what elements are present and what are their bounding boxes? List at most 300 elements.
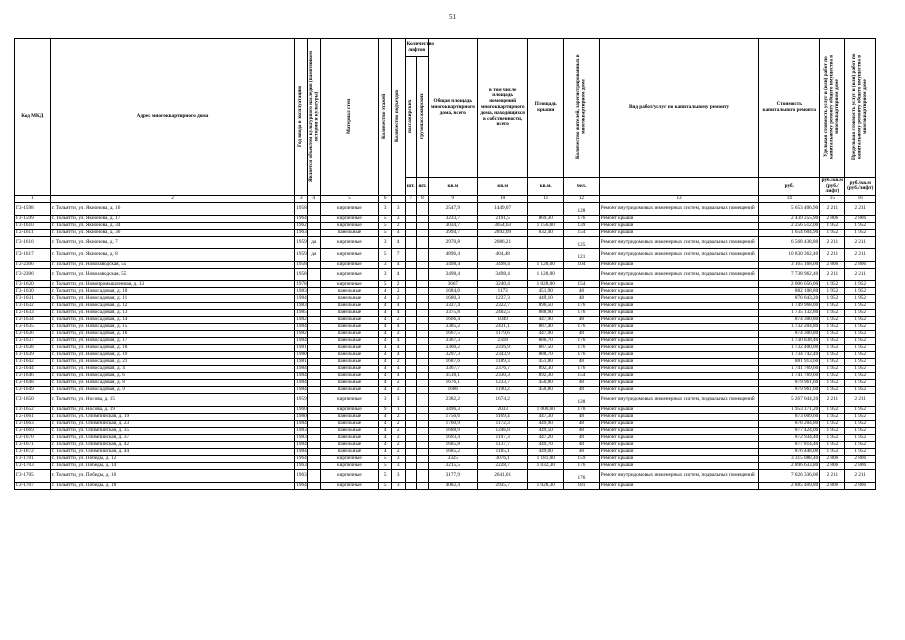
cell-lc	[417, 434, 429, 441]
cell-ap: 2033	[477, 406, 527, 413]
cell-mc: 1 952	[845, 323, 876, 330]
cell-at: 2382,2	[428, 394, 477, 407]
cell-at: 3994,7	[428, 229, 477, 236]
cell-fl: 9	[379, 406, 392, 413]
cell-code: Г2-1652	[15, 406, 51, 413]
cell-lp	[405, 420, 417, 427]
cell-lc	[417, 323, 429, 330]
cell-mc: 1 952	[845, 302, 876, 309]
cell-cost: 2 885 409,80	[759, 482, 820, 489]
cell-ra: 447,30	[528, 413, 564, 420]
cell-sc: 1 952	[820, 387, 845, 394]
cell-code: Г2-1670	[15, 434, 51, 441]
cell-her	[307, 358, 320, 365]
cell-res: 176	[564, 365, 600, 372]
cell-ra	[528, 236, 564, 249]
cell-at: 1760,9	[428, 420, 477, 427]
cell-addr: г. Тольятти, ул. Якионова, д. 8	[50, 249, 295, 262]
cell-at: 4896,4	[428, 249, 477, 262]
cell-at: 1685,8	[428, 441, 477, 448]
cell-ap: 1674,2	[477, 394, 527, 407]
cell-at: 1680,3	[428, 295, 477, 302]
cell-fl: 4	[379, 441, 392, 448]
unit-area-private: кв.м	[477, 177, 527, 195]
cell-en: 2	[391, 380, 405, 387]
cell-ra: 1 032,30	[528, 463, 564, 470]
cell-year: 1964	[296, 481, 307, 488]
cell-sc: 1 952	[820, 309, 845, 316]
cell-cost: 1 734 742,40	[759, 351, 820, 358]
cell-en: 2	[391, 222, 405, 229]
cell-mc: 1 952	[845, 387, 876, 394]
cell-year: 1964	[296, 214, 307, 221]
cell-en: 2	[391, 387, 405, 394]
cell-code: Г2-1636	[15, 330, 51, 337]
cell-year: 1981	[296, 358, 307, 365]
cell-mat: панельные	[320, 295, 379, 302]
cell-ap: 1449,07	[477, 203, 527, 216]
cell-fl: 4	[379, 427, 392, 434]
cell-cost: 1 732 400,00	[759, 344, 820, 351]
cell-work: Ремонт крыши	[599, 420, 759, 427]
cell-her	[307, 323, 320, 330]
cell-year: 1960	[296, 405, 307, 412]
cell-her	[307, 448, 320, 455]
cell-cost: 1 953 171,20	[759, 406, 820, 413]
cell-code: Г2-1611	[15, 229, 51, 236]
cell-her	[307, 295, 320, 302]
cell-lc	[417, 380, 429, 387]
cell-ra: 892,30	[528, 365, 564, 372]
cell-res: 48	[564, 441, 600, 448]
cell-mc: 1 952	[845, 295, 876, 302]
cell-fl: 5	[379, 249, 392, 262]
cell-ap: 2318	[477, 337, 527, 344]
cell-year: 1959	[295, 394, 308, 407]
cell-her	[307, 344, 320, 351]
cell-addr: г. Тольятти, ул. Новосадовая, д. 17	[50, 337, 295, 344]
cell-work: Ремонт крыши	[599, 441, 759, 448]
cell-cost: 1 730 838,40	[759, 337, 820, 344]
cell-code: Г2-1616	[15, 236, 51, 249]
cell-work: Ремонт крыши	[599, 406, 759, 413]
cell-year: 1984	[296, 294, 307, 301]
cell-mat: панельные	[320, 288, 379, 295]
table-row	[15, 434, 876, 441]
cell-at: 3177,9	[428, 470, 477, 483]
column-number: 6	[379, 196, 392, 203]
cell-addr: г. Тольятти, ул. Новосадовая, д. 10	[50, 288, 295, 295]
cell-her	[307, 302, 320, 309]
cell-at: 3496,3	[428, 406, 477, 413]
cell-ap: 1172,3	[477, 420, 527, 427]
cell-ra: 450,80	[528, 387, 564, 394]
cell-en: 2	[391, 358, 405, 365]
unit-work	[599, 177, 759, 195]
cell-mat: панельные	[320, 309, 379, 316]
cell-code: Г2-1649	[15, 387, 51, 394]
cell-mat: панельные	[320, 427, 379, 434]
cell-mat: кирпичные	[320, 281, 379, 288]
cell-code: Г2-1646	[15, 372, 51, 379]
cell-ap: 1190,2	[477, 387, 527, 394]
cell-her: да	[307, 236, 320, 249]
cell-ap: 404,48	[477, 249, 527, 262]
cell-year: 1981	[296, 343, 307, 350]
cell-at: 1686	[428, 387, 477, 394]
cell-mc: 2 211	[845, 394, 876, 407]
cell-code: Г2-1631	[15, 295, 51, 302]
table-row	[15, 268, 876, 281]
table-row	[15, 288, 876, 295]
cell-sc: 1 952	[820, 302, 845, 309]
cell-her	[307, 380, 320, 387]
cell-mc: 1 952	[845, 434, 876, 441]
cell-addr: г. Тольятти, ул. Якионова, д. 16	[50, 203, 295, 216]
cell-fl: 4	[379, 330, 392, 337]
cell-ra: 449,50	[528, 427, 564, 434]
cell-addr: г. Тольятти, ул. Носова, д. 19	[50, 406, 295, 413]
cell-her	[307, 309, 320, 316]
cell-sc: 1 952	[820, 222, 845, 229]
cell-code: Г2-1671	[15, 441, 51, 448]
cell-work: Ремонт внутридомовых инженерных систем, подвальных помещений	[599, 470, 759, 483]
cell-ap: 1233,7	[477, 380, 527, 387]
cell-code: Г2-1648	[15, 380, 51, 387]
cell-ap: 3240,4	[477, 281, 527, 288]
cell-ap: 3498,4	[477, 268, 527, 281]
cell-en: 3	[391, 394, 405, 407]
cell-mat: панельные	[320, 351, 379, 358]
cell-en: 4	[391, 323, 405, 330]
cell-en: 2	[391, 427, 405, 434]
cell-at: 2547,9	[428, 203, 477, 216]
cell-lp	[405, 441, 417, 448]
cell-her: да	[307, 249, 320, 262]
cell-fl: 4	[379, 434, 392, 441]
cell-fl: 5	[379, 482, 392, 489]
cell-at: 3385,2	[428, 323, 477, 330]
cell-addr: г. Тольятти, ул. Олимпийская, д. 35	[50, 427, 295, 434]
cell-cost: 3 165 168,00	[759, 261, 820, 268]
cell-lc	[417, 337, 429, 344]
cell-work: Ремонт крыши	[599, 455, 759, 462]
cell-code: Г2-1707	[15, 482, 51, 489]
cell-en: 2	[391, 288, 405, 295]
cell-ra: 447,90	[528, 316, 564, 323]
cell-ra	[528, 394, 564, 407]
cell-ra: 447,90	[528, 330, 564, 337]
table-row	[15, 463, 876, 470]
unit-residents: чел.	[564, 177, 600, 195]
cell-ap: 2228,7	[477, 463, 527, 470]
cell-code: Г2-2306	[15, 261, 51, 268]
cell-at: 3325	[428, 455, 477, 462]
cell-res: 48	[564, 295, 600, 302]
cell-fl: 4	[379, 380, 392, 387]
cell-work: Ремонт крыши	[599, 413, 759, 420]
cell-ra: 449,70	[528, 441, 564, 448]
cell-mat: панельные	[320, 434, 379, 441]
cell-sc: 1 952	[820, 380, 845, 387]
cell-ap: 1189,3	[477, 358, 527, 365]
cell-ra: 892,30	[528, 372, 564, 379]
cell-ra: 887,40	[528, 323, 564, 330]
cell-fl: 4	[379, 387, 392, 394]
cell-cost: 1 732 204,80	[759, 323, 820, 330]
table-row	[15, 337, 876, 344]
cell-cost: 876 643,20	[759, 295, 820, 302]
cell-mat: панельные	[320, 323, 379, 330]
cell-code: Г2-1630	[15, 288, 51, 295]
cell-year: 1964	[296, 455, 307, 462]
cell-sc: 1 952	[820, 295, 845, 302]
cell-res: 176	[564, 337, 600, 344]
cell-lp	[405, 222, 417, 229]
cell-cost: 3 315 088,40	[759, 455, 820, 462]
cell-at: 3297,3	[428, 351, 477, 358]
cell-year: 1984	[296, 322, 307, 329]
cell-year: 1983	[296, 426, 307, 433]
cell-her	[307, 394, 320, 407]
cell-year: 1983	[296, 287, 307, 294]
cell-addr: г. Тольятти, ул. Новосадовая, д. 21	[50, 358, 295, 365]
cell-cost: 878 204,80	[759, 420, 820, 427]
cell-fl: 4	[379, 302, 392, 309]
cell-ap: 1246,8	[477, 427, 527, 434]
cell-code: Г2-1637	[15, 337, 51, 344]
cell-at: 1676,1	[428, 380, 477, 387]
cell-mc: 1 952	[845, 380, 876, 387]
cell-lc	[417, 482, 429, 489]
cell-her	[307, 365, 320, 372]
cell-mc: 1 952	[845, 427, 876, 434]
table-row	[15, 249, 876, 262]
cell-mat: кирпичные	[320, 249, 379, 262]
cell-addr: г. Тольятти, ул. Носова, д. 15	[50, 394, 295, 407]
cell-year: 1962	[296, 221, 307, 228]
cell-addr: г. Тольятти, ул. Новосадовая, д. 19	[50, 351, 295, 358]
cell-en: 4	[391, 365, 405, 372]
cell-res	[564, 268, 600, 281]
cell-ap: 3498,4	[477, 261, 527, 268]
cell-fl: 3	[379, 268, 392, 281]
header-heritage: Является объектом культурного наследия (памятником истории и культуры)	[307, 39, 320, 196]
cell-addr: г. Тольятти, ул. Новосадовая, д. 13	[50, 309, 295, 316]
cell-work: Ремонт крыши	[599, 222, 759, 229]
cell-en: 2	[391, 330, 405, 337]
cell-her	[307, 268, 320, 281]
header-residents: Количество жителей, зарегистрированных в многоквартирном доме	[564, 39, 600, 178]
cell-her	[307, 222, 320, 229]
cell-res: 48	[564, 448, 600, 455]
cell-mat: панельные	[320, 365, 379, 372]
cell-at: 3367,3	[428, 337, 477, 344]
table-row	[15, 455, 876, 462]
cell-at: 1693,4	[428, 434, 477, 441]
cell-her	[307, 387, 320, 394]
table-row	[15, 203, 876, 216]
cell-en: 2	[391, 295, 405, 302]
cell-en: 2	[391, 441, 405, 448]
cell-code: Г2-1663	[15, 420, 51, 427]
cell-year: 1958	[296, 260, 307, 267]
cell-res: 154	[564, 281, 600, 288]
cell-year: 1984	[296, 440, 307, 447]
cell-ap: 1173	[477, 288, 527, 295]
cell-work: Ремонт крыши	[599, 337, 759, 344]
cell-at: 2970,8	[428, 236, 477, 249]
table-row	[15, 261, 876, 268]
cell-mc: 1 952	[845, 330, 876, 337]
cell-lp	[405, 229, 417, 236]
cell-addr: г. Тольятти, ул. Победы, д. 18	[50, 482, 295, 489]
cell-ap: 2086,21	[477, 236, 527, 249]
cell-mc: 1 952	[845, 344, 876, 351]
cell-addr: г. Тольятти, ул. Новосадовая, д. 12	[50, 302, 295, 309]
cell-lc	[417, 295, 429, 302]
cell-res: 48	[564, 316, 600, 323]
cell-work: Ремонт крыши	[599, 229, 759, 236]
cell-sc: 2 806	[820, 463, 845, 470]
cell-sc: 2 806	[820, 482, 845, 489]
cell-sc: 1 952	[820, 358, 845, 365]
cell-cost: 1 741 769,60	[759, 365, 820, 372]
cell-lc	[417, 427, 429, 434]
column-number: 12	[564, 196, 600, 203]
cell-cost: 1 654 604,90	[759, 229, 820, 236]
cell-cost: 10 830 362,40	[759, 249, 820, 262]
cell-mc: 1 952	[845, 288, 876, 295]
cell-en: 4	[391, 337, 405, 344]
cell-work: Ремонт крыши	[599, 372, 759, 379]
header-area-private: в том числе площадь помещений многоквартирного дома, находящихся в собственности, всего	[477, 39, 527, 178]
cell-ra: 1 128,00	[528, 268, 564, 281]
cell-year: 1958	[295, 203, 308, 216]
cell-en: 4	[391, 236, 405, 249]
cell-cost: 877 814,40	[759, 441, 820, 448]
cell-work: Ремонт крыши	[599, 358, 759, 365]
cell-her	[307, 229, 320, 236]
cell-en: 3	[391, 470, 405, 483]
cell-lc	[417, 394, 429, 407]
cell-mat: кирпичные	[320, 222, 379, 229]
cell-res: 121	[564, 249, 600, 262]
cell-ra: 896,50	[528, 302, 564, 309]
cell-cost: 2 256 512,00	[759, 222, 820, 229]
cell-ap: 2641,61	[477, 470, 527, 483]
table-row	[15, 448, 876, 455]
cell-mat: панельные	[320, 316, 379, 323]
cell-fl: 4	[379, 323, 392, 330]
cell-sc: 1 952	[820, 365, 845, 372]
cell-res: 128	[564, 203, 600, 216]
cell-fl: 5	[379, 222, 392, 229]
cell-res: 176	[564, 309, 600, 316]
cell-mat: панельные	[320, 420, 379, 427]
table-body	[15, 203, 876, 489]
cell-lc	[417, 441, 429, 448]
cell-work: Ремонт внутридомовых инженерных систем, подвальных помещений	[599, 203, 759, 216]
cell-work: Ремонт крыши	[599, 316, 759, 323]
cell-addr: г. Тольятти, ул. Новосадовая, д. 16	[50, 330, 295, 337]
cell-work: Ремонт крыши	[599, 434, 759, 441]
cell-cost: 874 300,80	[759, 316, 820, 323]
cell-mc: 1 952	[845, 229, 876, 236]
cell-res: 176	[564, 302, 600, 309]
cell-ap: 2191,5	[477, 215, 527, 222]
cell-lp	[405, 380, 417, 387]
cell-year: 1980	[296, 350, 307, 357]
column-number: 4	[307, 196, 320, 203]
cell-mc: 2 806	[845, 455, 876, 462]
cell-lp	[405, 434, 417, 441]
cell-res: 154	[564, 372, 600, 379]
cell-lp	[405, 470, 417, 483]
column-number: 3	[295, 196, 308, 203]
cell-lp	[405, 394, 417, 407]
cell-ap: 2322,7	[477, 302, 527, 309]
cell-res: 125	[564, 236, 600, 249]
cell-ra: 1 028,30	[528, 482, 564, 489]
column-number: 7	[405, 196, 417, 203]
cell-cost: 879 961,60	[759, 380, 820, 387]
cell-work: Ремонт крыши	[599, 302, 759, 309]
cell-code: Г2-1617	[15, 249, 51, 262]
cell-mat: панельные	[320, 302, 379, 309]
table-row	[15, 358, 876, 365]
cell-at: 1688,9	[428, 427, 477, 434]
cell-at: 1756,6	[428, 413, 477, 420]
cell-ra: 888,70	[528, 351, 564, 358]
cell-sc: 1 952	[820, 420, 845, 427]
cell-work: Ремонт внутридомовых инженерных систем, подвальных помещений	[599, 268, 759, 281]
cell-code: Г2-1598	[15, 203, 51, 216]
cell-ap: 2892,09	[477, 229, 527, 236]
cell-sc: 2 211	[820, 268, 845, 281]
cell-lc	[417, 330, 429, 337]
cell-fl: 4	[379, 316, 392, 323]
cell-ra: 451,90	[528, 288, 564, 295]
cell-ra: 449,90	[528, 420, 564, 427]
cell-mat: кирпичные	[320, 215, 379, 222]
cell-cost: 876 448,00	[759, 448, 820, 455]
cell-cost: 2 006 656,00	[759, 281, 820, 288]
cell-ap: 1169,4	[477, 413, 527, 420]
cell-lc	[417, 351, 429, 358]
cell-addr: г. Тольятти, ул. Новозаводская, 55	[50, 268, 295, 281]
cell-res: 139	[564, 222, 600, 229]
cell-lc	[417, 455, 429, 462]
cell-her	[307, 463, 320, 470]
cell-sc: 2 211	[820, 203, 845, 216]
table-row	[15, 316, 876, 323]
cell-mc: 1 952	[845, 358, 876, 365]
cell-fl: 4	[379, 288, 392, 295]
cell-cost: 881 913,60	[759, 358, 820, 365]
cell-code: Г2-1705	[15, 470, 51, 483]
cell-mat: кирпичные	[320, 394, 379, 407]
cell-ra: 1 156,00	[528, 222, 564, 229]
cell-lc	[417, 358, 429, 365]
cell-sc: 2 211	[820, 470, 845, 483]
cell-fl: 4	[379, 365, 392, 372]
cell-en: 4	[391, 351, 405, 358]
cell-mat: кирпичные	[320, 406, 379, 413]
column-number: 5	[320, 196, 379, 203]
cell-addr: г. Тольятти, ул. Победы, д. 12	[50, 455, 295, 462]
cell-her	[307, 337, 320, 344]
